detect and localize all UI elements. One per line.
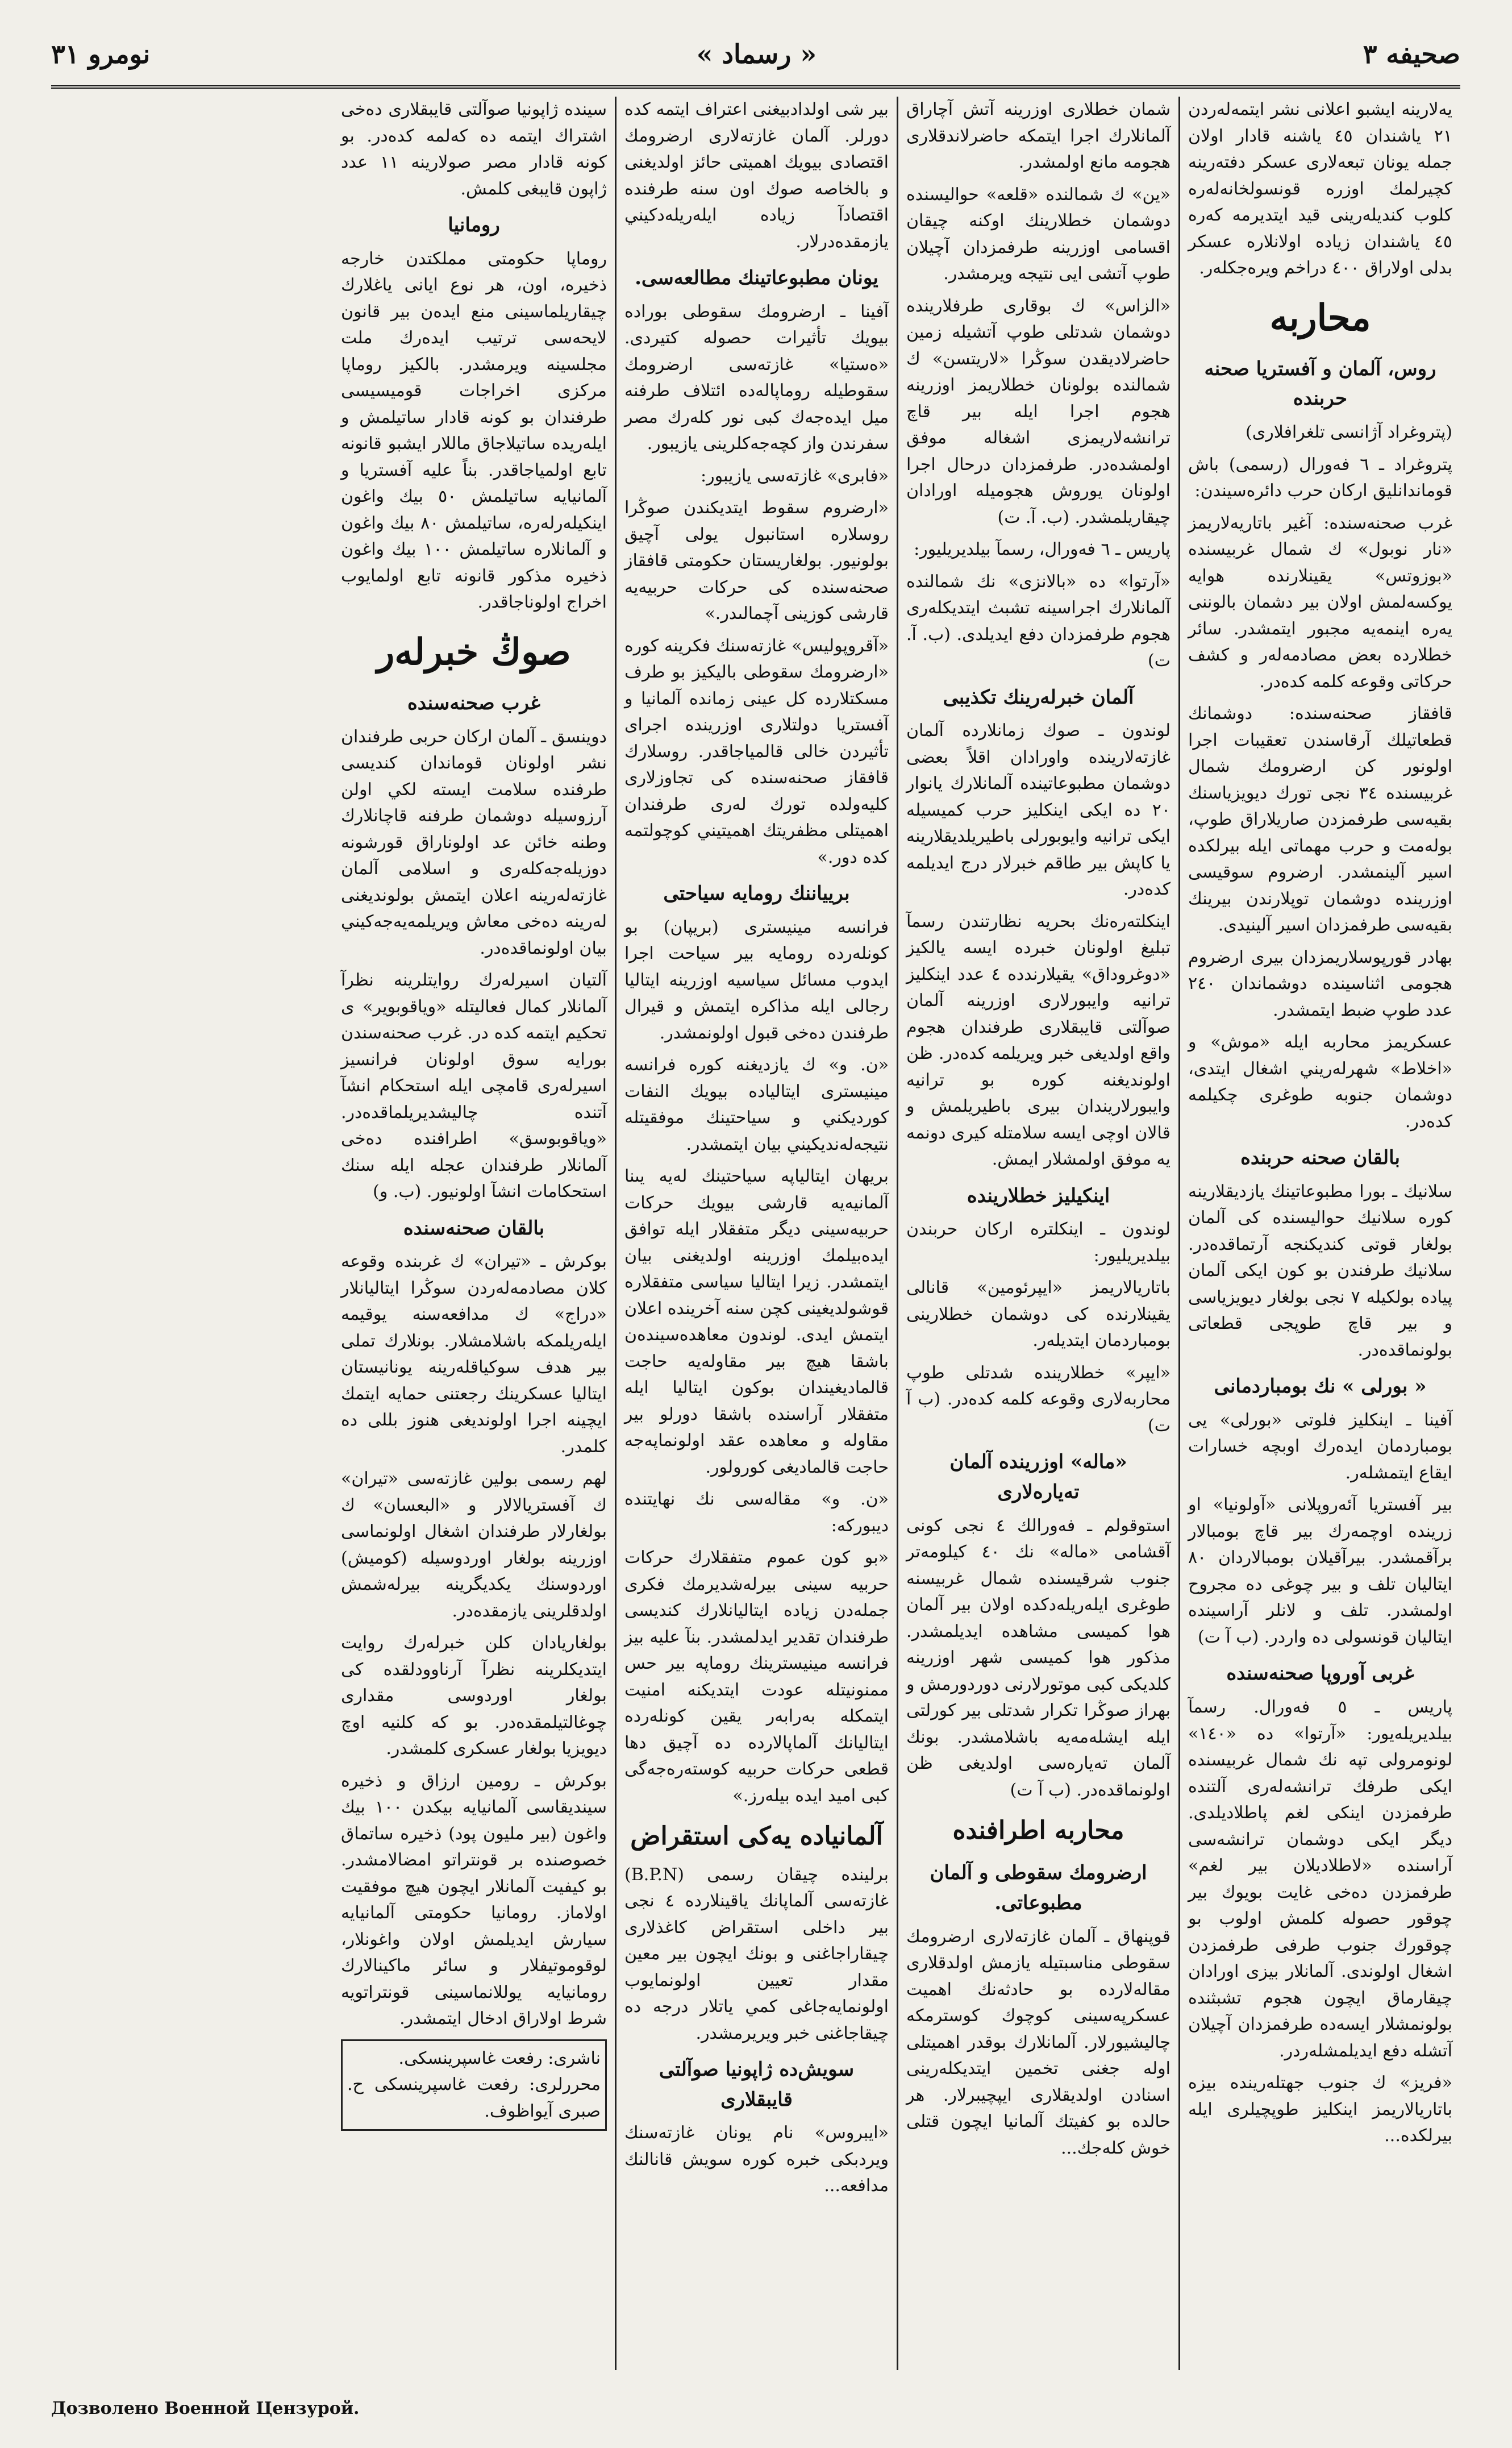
paragraph: «ن. و» مقالەسى نك نهايتنده ديبوركه: [624,1489,889,1536]
paragraph: «آرتوا» ده «بالانزى» نك شمالنده آلمانلارك اجراسينه تشبث ايتديكلەرى هجوم طرفمزدان دفع ايديلدى. (ب. آ. ت) [906,571,1171,671]
column-4 [333,97,615,2370]
paragraph: باتاريالاريمز «ايپرئومين» قانالى يقينلارنده كى دوشمان خطلارينى بومباردمان ايتديلەر. [906,1278,1171,1351]
section-heading: اينكيليز خطلاريندە [967,1184,1110,1207]
section-heading: بريياننك رومايه سياحتى [663,882,850,905]
publisher-name: رفعت غاسپرينسكى. [398,2048,543,2068]
paragraph: قوپنهاق ـ آلمان غازتەلارى ارضرومك سقوطى مناسبتيله يازمش اولدقلارى مقالەلاردە بو حادثەنك اهميت عسكرپەسينى كوچوك كوسترمكه چاليشيورلار. آلمانلارك بوقدر اهميتلى اوله جغنى تخمين ايتديكلەرينى اسنادن اولديقلارى ايپچيبرلار. هر حالده بو كفيتك آلمانيا ايچون قتلى خوش كلەجك... [906,1926,1171,2158]
paragraph: بير آفستريا آئەروپلانى «آولونيا» او زرينده اوچمەرك بير قاچ بومبالار برآقمشدر. بيرآقيلان بومبالاردان ٨٠ ايتاليان تلف و بير چوغى دە مجروح اولمشدر. تلف و لانلر آراسينده ايتاليان قونسولى ده واردر. (ب آ ت) [1188,1495,1452,1647]
paragraph: «فريز» ك جنوب جهتلەرينده بيزه باتاريالاريمز اينكليز طوپچيلرى ايله بيرلكده... [1188,2073,1452,2146]
paragraph: لوندون ـ صوك زمانلارده آلمان غازتەلارينده واورادان اقلاً بعضى دوشمان مطبوعاتينده آلمانلارك يانوار ٢٠ ده ايكى اينكليز حرب كميسيله ايكى ترانيه وايوبورلى باطيريلديقلارينه يا كاپش بير طاقم خبرلار درج ايديلمه كدەدر. [906,721,1171,900]
paragraph: بوكرش ـ رومين ارزاق و ذخيره سينديقاسى آلمانيايه بيكدن ١٠٠ بيك واغون (بير مليون پود) ذخيره ساتماق خصوصنده بر قونتراتو امضالامشدر. بو كيفيت آلمانلار ايچون هيچ موفقيت اولاماز. رومانيا حكومتى آلمانيايه سيارش ايديلمش اولان واغونلار، لوقوموتيفلار و سائر ماكينالارك رومانيايه يوللانماسينى قونتراتويه شرط اولاراق ادخال ايتمشدر. [341,1770,607,2029]
newspaper-title: « رسماد » [696,39,817,69]
paragraph: بهادر قورپوسلاريمزدان بيرى ارضروم هجومى اثناسينده دوشماندان ٢٤٠ عدد طوپ ضبط ايتمشدر. [1188,947,1452,1020]
paragraph: لهم رسمى بولين غازتەسى «تيران» ك آفستريالالار و «البعسان» ك بولغارلار طرفندان اشغال اولونماسى اوزرينه بولغار اوردوسيله (كوميش) اوردوسنك يكديگرينه بيرلەشمش اولدقلرينى يازمقدەدر. [341,1469,607,1621]
paragraph: شمان خطلارى اوزرينه آتش آچاراق آلمانلارك اجرا ايتمكه حاضرلاندقلارى هجومه مانع اولمشدر. [906,99,1171,172]
paragraph: «ايبروس» نام يونان غازتەسنك ويردبكى خبره كوره سويش قانالنك مدافعه... [624,2123,889,2196]
paragraph: پتروغراد ـ ٦ فەورال (رسمى) باش قوماندانليق اركان حرب دائرەسيندن: [1188,454,1452,501]
section-heading: ارضرومك سقوطى و آلمان مطبوعاتى. [930,1861,1147,1915]
column-1 [1178,97,1460,2370]
masthead [51,23,1460,89]
paragraph: «فابرى» غازتەسى يازيبور: [700,466,889,486]
paragraph: سينده ژاپونيا صوآلتى قايبقلارى دەخى اشتراك ايتمه ده كەلمه كدەدر. بو كونه قادار مصر صولارينه ١١ عدد ژاپون قايبغى كلمش. [341,99,607,199]
paragraph: پاريس ـ ٦ فەورال، رسمآ بيلديريليور: [914,539,1171,559]
paragraph: يەلارينه ايشبو اعلانى نشر ايتمەلەردن ٢١ ياشندان ٤٥ ياشنه قادار اولان جمله يونان تبعەلارى عسكر دفتەرينه كچيرلمك اوزرە قونسولخانەلەرە كلوب كنديلەرينى قيد ايتديرمە كەرە ٤٥ ياشندان زياده اولانلارە عسكر بدلى اولاراق ٤٠٠ دراخم ويرەجكلەر. [1188,99,1453,278]
section-heading: غرب صحنەسنده [407,691,541,714]
section-heading: سويش‌ده ژاپونيا صوآلتى قايبقلارى [659,2058,855,2111]
paragraph: دوينسق ـ آلمان اركان حربى طرفندان نشر اولونان قوماندان كنديسى طرفنده سلامت ايسته لكي اولن آرزوسيله دوشمان طرفنه قاچانلارك وطنه خائن عد اولوناراق قورشونه دوزيلەجەكلەرى و اسلامى آلمان غازتەلەرينه اعلان ايتمش بولونديغنى لەرينه دەخى معاش ويريلمەيەجەكيني بيان اولونماقدەدر. [341,726,607,958]
editor-1: رفعت غاسپرينسكى [374,2075,519,2095]
censor-imprint: Дозволено Военной Цензурой. [51,2399,360,2418]
paragraph: «ين» ك شمالنده «قلعه» حواليسنده دوشمان خطلارينك اوكنه چيقان اقسامى اوزرينه طرفمزدان آچيلان طوپ آتشى ايى نتيجه ويرمشدر. [906,184,1171,284]
paragraph: آلتيان اسيرلەرك روايتلرينه نظرآ آلمانلار كمال فعاليتله «وياقوبوير» ى تحكيم ايتمه كده در. غرب صحنەسندن بورايه سوق اولونان فرانسيز اسيرلەرى قامچى ايله استحكام انشآ آتنده چاليشديريلماقدەدر. «وياقوبوسق» اطرافنده دەخى آلمانلار طرفندان عجله ايله سنك استحكامات انشآ اولونيور. (ب. و) [341,970,607,1202]
paragraph: سلانيك ـ بورا مطبوعاتينك يازديقلارينه كوره سلانيك حواليسنده كى آلمان بولغار قوتى كنديكنجه آرتماقدەدر. سلانيك طرفندن بو كون ايكى آلمان پياده بولكيله ٧ نجى بولغار ديويزياسى و بير قاچ طوپجى قطعاتى بولونماقدەدر. [1188,1181,1452,1360]
issue-number-left: نومرو ٣١ [51,39,151,69]
paragraph: «الزاس» ك بوقارى طرفلارينده دوشمان شدتلى طوپ آتشيله زمين حاضرلاديقدن سوڭرا «لاريتسن» ك شمالنده بولونان خطلاريمز اوزرينه هجوم اجرا ايله بير قاچ ترانشەلاريمزى اشغاله موفق اولمشدەدر. طرفمزدان درحال اجرا اولونان يوروش هجوميله اورادان چيقاريلمشدر. (ب. آ. ت) [906,296,1171,527]
paragraph: قافقاز صحنەسنده: دوشمانك قطعاتيلك آرقاسندن تعقيبات اجرا اولونور كن ارضرومك شمال غربيسنده ٣٤ نجى تورك ديويزياسنك بقيەسى طرفمزدن صاريلاراق طوپ، بولەمت و حرب مهماتى ايله بيرلكده اسير آلينمشدر. ارضروم سوقيسى اوزرينده دوشمان توپلارندن بيرينك بقيەسى طرفمزدان اسير آلينيدى. [1188,704,1452,936]
section-heading: محاربه [1269,296,1371,339]
section-heading: رومانيا [448,214,500,236]
paragraph: بولغاريادان كلن خبرلەرك روايت ايتديكلرينه نظرآ آرناوودلقده كى بولغار اوردوسى مقدارى چوغالتيلمقدەدر. بو كه كلنيه اوچ ديويزيا بولغار عسكرى كلمشدر. [341,1633,607,1759]
paragraph: بير شى اولدادبيغنى اعتراف ايتمه كده دورلر. آلمان غازتەلارى ارضرومك اقتصادى بيويك اهميتى حائز اولديغنى و بالخاصه صوك اون سنه طرفنده اقتصادآ زياده ايلەريلەدكيني يازمقدەدرلار. [624,99,889,252]
paragraph: اينكلتەرەنك بحريه نظارتندن رسمآ تبليغ اولونان خبرده ايسه يالكيز «دوغروداق» يقيلارندده ٤ عدد اينكليز ترانيه وايبورلارى اوزرينه آلمان صوآلتى قايبقلارى طرفندان هجوم واقع اولديغى خبر ويريلمه كدەدر. ظن اولونديغنه كوره بو ترانيه وايبورلاريندان بيرى باطيريلمش و قالان اوچى ايسه سلامتله كيرى دونمه يه موفق اولمشلار ايمش. [906,911,1171,1170]
section-heading: يونان مطبوعاتينك مطالعەسى. [635,267,878,289]
publisher-label: ناشرى: [548,2048,601,2068]
paragraph: «ن. و» ك يازديغنه كوره فرانسه مينيسترى ايتاليادە بيويك النفات كورديكني و سياحتينك موفقيتله نتيجەلەنديكيني بيان ايتمشدر. [624,1055,889,1154]
paragraph: لوندون ـ اينكلترە اركان حربندن بيلديريليور: [906,1219,1171,1266]
editors-label: محررلرى: [529,2075,601,2095]
paragraph: بوكرش ـ «تيران» ك غربنده وقوعه كلان مصادمەلەردن سوڭرا ايتاليانلار «دراج» ك مدافعەسنه يوقيمه ايلەريلمكه باشلامشلار. بونلارك تملى بير هدف سوكياقلەرينه يونانيستان ايتاليا عسكرينك رجعتنى حمايه ايتمك ايچينه اجرا اولونديغى هنوز بللى ده كلمدر. [341,1252,607,1457]
page-number-right: صحيفه ٣ [1363,39,1460,69]
paragraph: بريهان ايتالياپه سياحتينك لەيه يىنا آلمانيەيه قارشى بيويك حركات حربيەسينى ديگر متفقلار ايله توافق ايدەبيلمك اوزرينه اولديغنى بيان ايتمشدر. زيرا ايتاليا سياسى متفقلارە قوشولديغينى كچن سنه آخرينده اعلان ايتمش ايدى. لوندون معاهدەسيندەن باشقا هيچ بير مقاولەيه حاجت قالماديغيندان بوكون ايتاليا ايله متفقلار آراسنده باشقا دورلو بير مقاوله و معاهده عقد اولونماپەجه حاجت قالماديغى كورولور. [624,1166,889,1477]
paragraph: آفينا ـ ارضرومك سقوطى بورادە بيويك تأثيرات حصوله كتيردى. «ەستيا» غازتەسى ارضرومك سقوطيله روماپالەدە ائتلاف طرفنه ميل ايدەجەك كبى نور كلەرك مصر سفرندن واز كچەجەكلرينى يازيبور. [624,301,889,454]
paragraph: «آقروپوليس» غازتەسنك فكرينه كوره «ارضرومك سقوطى باليكيز بو طرف مسكتلاردە كل عينى زمانده آلمانيا و آفستريا دولتلارى اوزرينده اجراى تأثيردن خالى قالمياجاقدر. روسلارك قافقاز صحنەسنده كى تجاوزلارى كليەولده تورك لەرى طرفندان اهميتلى مظفريتك اهميتيني كوچولتمه كده دور.» [624,635,889,867]
section-heading: آلمانياده يەكى استقراض [630,1822,883,1851]
editor-2: ح. صبرى آيواظوف. [347,2075,601,2121]
staff-box [341,2039,607,2131]
paragraph: برلينده چيقان رسمى (B.P.N) غازتەسى آلماپانك ياقينلاردە ٤ نجى بير داخلى استقراض كاغذلارى چيقاراجاغنى و بونك ايچون بير معين مقدار تعيين اولونمايوب اولونمايەجاغى كمي ياتلار درجه ده چيقاجاغنى خبر ويريرمشدر. [624,1864,889,2043]
section-heading: « بورلى » نك بومباردمانى [1214,1375,1427,1398]
paragraph: فرانسه مينيسترى (بريپان) بو كونلەرده رومايه بير سياحت اجرا ايدوب مسائل سياسيه اوزرينه ايتاليا رجالى ايله مذاكره ايتمش و قيرال طرفندن دەخى قبول اولونمشدر. [624,917,889,1043]
section-heading: بالقان صحنه حربنده [1240,1146,1400,1170]
column-2 [897,97,1178,2370]
section-heading: غربى آوروپا صحنەسنده [1226,1662,1414,1685]
paragraph: استوقولم ـ فەورالك ٤ نجى كونى آقشامى «ماله» نك ٤٠ كيلومەتر جنوب شرقيسنده شمال غربيسنه طوغرى ايلەريلەدكده اولان بير آلمان هوا كميسى مشاهده ايديلمشدر. مذكور هوا كميسى شهر اوزرينه كلديكى كبى موتورلارنى دوردورمش و بهراز صوڭرا تكرار شدتلى بير كورلتى ايله ايشلەمەيه باشلامشدر. بونك آلمان تەيارەسى اولديغى ظن اولونماقدەدر. (ب آ ت) [906,1515,1171,1800]
paragraph: روماپا حكومتى مملكتدن خارجه ذخيره، اون، هر نوع ايانى ياغلارك چيقاريلماسينى منع ايدەن بير قانون لايحەسى ترتيب ايدەرك ملت مجلسينه ويرمشدر. بالكيز روماپا مركزى اخراجات قوميسيسى طرفندان بو كونه قادار ساتيلمش و ايلەريده ساتيلاجاق ماللار ايشبو قانونه تابع اولمياجاقدر. بناً عليه آفستريا و آلمانيايه ساتيلمش ٥٠ بيك واغون اينكيلەرلەره، ساتيلمش ٨٠ بيك واغون و آلمانلاره ساتيلمش ١٠٠ بيك واغون ذخيره مذكور قانونه تابع اولمايوب اخراج اولوناجاقدر. [341,248,607,613]
section-heading: محاربه اطرافنده [952,1816,1124,1846]
paragraph: «بو كون عموم متفقلارك حركات حربيه سينى بيرلەشديرمك فكرى جملەدن زياده ايتاليانلارك كنديسى طرفندان تقدير ايدلمشدر. بنآ عليه بيز فرانسه مينيسترينك روماپه بير حس ممنونيتله عودت ايتديكنه امنيت ايتمكله بەرابەر يقين كونلەردە ايتاليانك آلماپالاردە ده آچيق دها قطعى حركات حربيه كوستەرەجەگى كبى اميد ايده بيلەرز.» [624,1548,889,1806]
paragraph: «ارضروم سقوط ايتديكندن صوڭرا روسلارە استانبول يولى آچيق بولونيور. بولغاريستان حكومتى قافقاز صحنەسنده كى حركات حربيەيه قارشى كوزينى آچمالىدر.» [624,498,889,624]
paragraph: آفينا ـ اينكليز فلوتى «بورلى» يى بومباردمان ايدەرك اوبچه خسارات ايقاع ايتمشلەر. [1188,1410,1452,1483]
section-heading: آلمان خبرلەرينك تكذيبى [943,685,1134,709]
section-heading: روس، آلمان و آفستريا صحنه حربنده [1204,357,1436,410]
paragraph: «ايپر» خطلارينده شدتلى طوپ محاربەلارى وقوعه كلمه كدەدر. (ب آ ت) [906,1362,1171,1436]
column-4-body [341,97,607,2033]
paragraph: غرب صحنەسنده: آغير باتاريەلاريمز «نار نوبول» ك شمال غربيسنده «بوزوتس» يقينلارنده هوايه يوكسەلمش اولان بير دشمان بالوننى يەره اينمەيه مجبور ايتمشدر. سائر خطلاردە بعض مصادمەلەر و كشف حركاتى وقوعه كلمه كدەدر. [1188,513,1452,692]
column-3 [615,97,897,2370]
paragraph: (پتروغراد آژانسى تلغرافلارى) [1246,422,1452,443]
section-heading: «ماله» اوزرينده آلمان تەيارەلارى [949,1450,1127,1504]
section-heading: صوڭ خبرلەر [377,630,571,674]
section-heading: بالقان صحنەسنده [403,1216,545,1240]
columns [51,97,1460,2370]
paragraph: پاريس ـ ٥ فەورال. رسمآ بيلديريلەيور: «آرتوا» ده «١٤٠» لونومرولى تپه نك شمال غربيسنده ايكى طرفك ترانشەلەرى آلتنده طرفمزدن اينكى لغم پاطلاديلدى. ديگر ايكى دوشمان ترانشەسى آراسنده «لاطلاديلان بير لغم» طرفمزدن دەخى غايت بويوك بير چوقور حصوله كلمش اولوب بو چوقورك جنوب طرفى طرفمزدن اشغال اولوندى. آلمانلار بيزى اورادان چيقارماق ايچون هجوم تشبثنده بولونمشلار ايسەده طرفمزدان آچيلان آتشله دفع ايديلمشلەردر. [1188,1697,1452,2061]
paragraph: عسكريمز محاربه ايله «موش» و «اخلاط» شهرلەريني اشغال ايتدى، دوشمان جنوبه طوغرى چكيلمه كدەدر. [1188,1032,1452,1132]
